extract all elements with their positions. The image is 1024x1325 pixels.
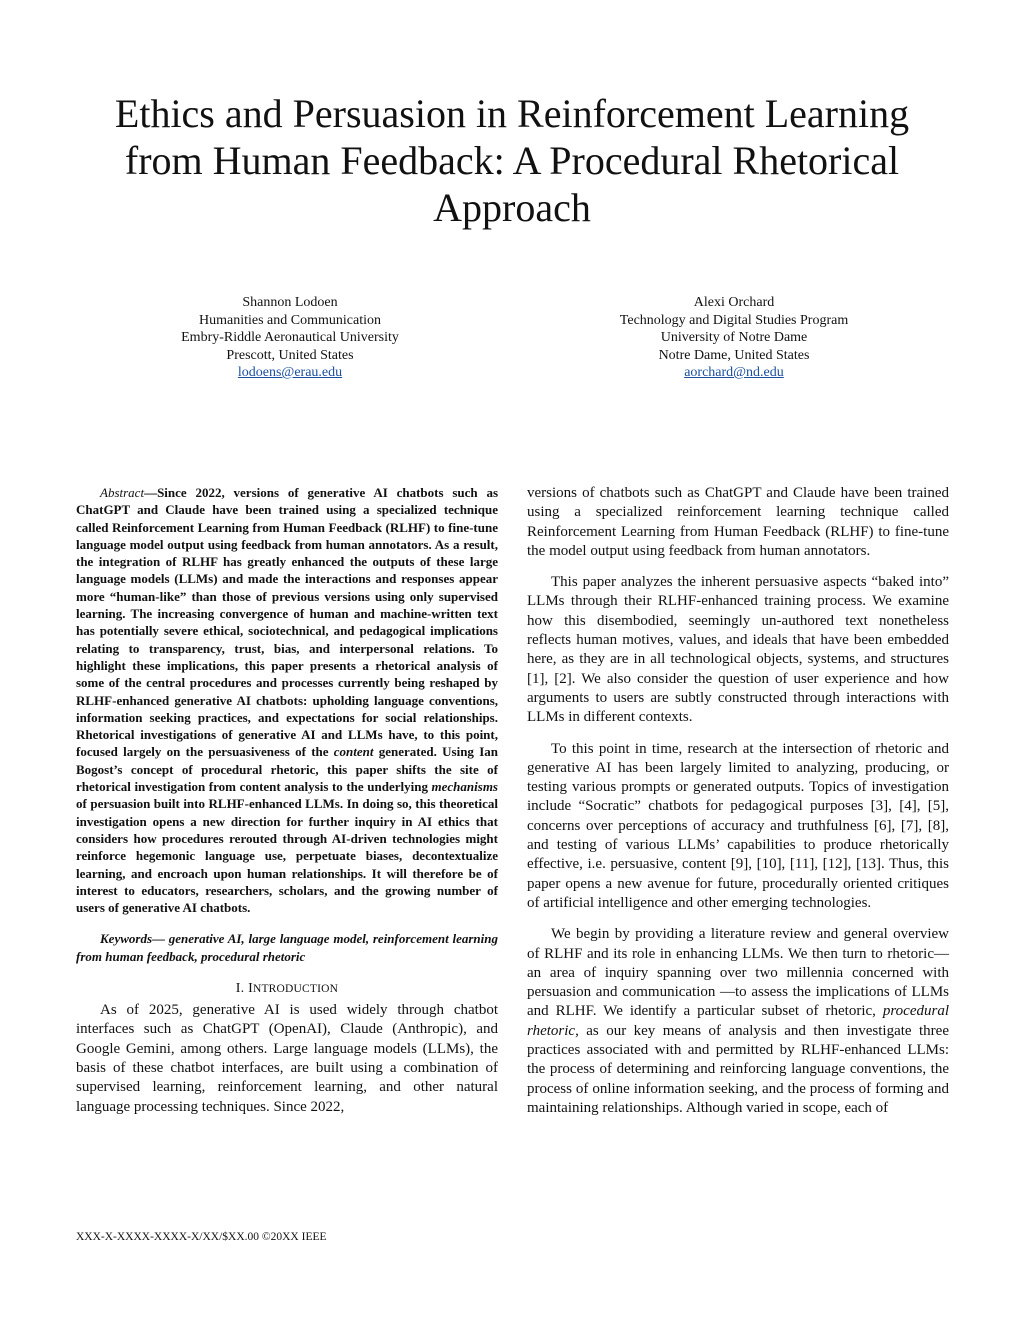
abstract-emphasis-mechanisms: mechanisms: [431, 779, 498, 795]
keywords: Keywords— generative AI, large language model, reinforcement learning from human feedback, procedural rhetoric: [76, 931, 498, 964]
author-email-link[interactable]: aorchard@nd.edu: [684, 365, 784, 380]
abstract-text-2: generated. Using Ian Bogost’s concept of procedural rhetoric, this paper shifts the site of rhetorical investigation from content analysis to the underlying: [76, 744, 498, 795]
copyright-footer: XXX-X-XXXX-XXXX-X/XX/$XX.00 ©20XX IEEE: [76, 1231, 327, 1243]
author-email-link[interactable]: lodoens@erau.edu: [237, 365, 343, 380]
body-paragraph-4-emphasis: procedural rhetoric: [527, 1003, 949, 1039]
author-organization: Embry-Riddle Aeronautical University: [181, 330, 399, 345]
section-heading-introduction: [76, 981, 498, 997]
author-department: Technology and Digital Studies Program: [619, 312, 849, 328]
author-name: Shannon Lodoen: [242, 295, 338, 310]
abstract: [76, 484, 498, 916]
title-line-3: Approach: [433, 185, 591, 230]
author-name: Alexi Orchard: [693, 295, 775, 310]
section-title-first-letter: I: [248, 981, 253, 997]
title-line-1: Ethics and Persuasion in Reinforcement Learning: [114, 91, 910, 136]
intro-paragraph-1: As of 2025, generative AI is used widely through chatbot interfaces such as ChatGPT (OpenAI), Claude (Anthropic), and Google Gemini, among others. Large language models (LLMs), the basis of these chatbot interfaces, are built using a combination of supervised learning, reinforcement learning, and other natural language processing techniques. Since 2022,: [76, 1002, 498, 1115]
title-line-2: from Human Feedback: A Procedural Rhetorical: [124, 138, 900, 183]
body-paragraph-4-text-a: We begin by providing a literature review and general overview of RLHF and its role in enhancing LLMs. We then turn to rhetoric—an area of inquiry spanning over two millennia concerned with persuasion and communication —to assess the implications of LLMs and RLHF. We identify a particular subset of rhetoric,: [527, 926, 949, 1020]
abstract-text-3: of persuasion built into RLHF-enhanced LLMs. In doing so, this theoretical investigation opens a new direction for further inquiry in AI ethics that considers how procedures rerouted through AI-driven technologies might reinforce hegemonic language use, perpetuate biases, decontextualize learning, and encroach upon human relationships. It will therefore be of interest to educators, researchers, scholars, and the growing number of users of generative AI chatbots.: [76, 796, 498, 916]
body-paragraph-3: To this point in time, research at the intersection of rhetoric and generative AI has been largely limited to analyzing, producing, or testing various prompts or generated outputs. Topics of investigation include “Socratic” chatbots for pedagogical purposes [3], [4], [5], concerns over perceptions of accuracy and truthfulness [6], [7], [8], and testing of various LLMs’ capabilities to produce rhetorically effective, i.e. persuasive, content [9], [10], [11], [12], [13]. Thus, this paper opens a new avenue for future, procedurally oriented critiques of artificial intelligence and other emerging technologies.: [527, 740, 949, 911]
body-paragraph-4: [527, 925, 949, 1118]
body-paragraph-continued: versions of chatbots such as ChatGPT and Claude have been trained using a specialized reinforcement learning technique called Reinforcement Learning from Human Feedback (RLHF) to fine-tune the model output using feedback from human annotators.: [527, 485, 949, 559]
body-paragraph-4-text-b: , as our key means of analysis and then investigate three practices associated with and permitted by RLHF-enhanced LLMs: the process of determining and reinforcing language conventions, the process of online information seeking, and the process of forming and maintaining relationships. Although varied in scope, each of: [527, 1022, 949, 1116]
abstract-text-1: —Since 2022, versions of generative AI chatbots such as ChatGPT and Claude have been trained using a specialized technique called Reinforcement Learning from Human Feedback (RLHF) to fine-tune language model output using feedback from human annotators. As a result, the integration of RLHF has greatly enhanced the outputs of these large language models (LLMs) and made the interactions and responses appear more “human-like” than those of previous versions using only supervised learning. The increasing convergence of human and machine-written text has potentially severe ethical, sociotechnical, and pedagogical implications relating to transparency, trust, bias, and interpersonal relations. To highlight these implications, this paper presents a rhetorical analysis of some of the central procedures and processes currently being reshaped by RLHF-enhanced generative AI chatbots: upholding language conventions, information seeking practices, and expectations for social relationships. Rhetorical investigations of generative AI and LLMs have, to this point, focused largely on the persuasiveness of the: [76, 485, 498, 760]
right-column: [527, 484, 949, 1130]
author-location: Prescott, United States: [226, 347, 354, 363]
author-organization: University of Notre Dame: [660, 330, 808, 345]
author-block-2: [569, 294, 899, 382]
abstract-emphasis-content: content: [333, 744, 374, 760]
author-location: Notre Dame, United States: [658, 347, 810, 363]
section-numeral: I.: [235, 981, 245, 997]
paper-title: [60, 90, 964, 231]
author-department: Humanities and Communication: [199, 312, 381, 328]
author-block-1: [125, 294, 455, 382]
left-column: [76, 484, 498, 1117]
body-paragraph-2: This paper analyzes the inherent persuasive aspects “baked into” LLMs through their RLHF-enhanced training process. We examine how this disembodied, seemingly un-authored text nonetheless reflects human motives, values, and ideals that have been embedded here, as they are in all technological objects, systems, and structures [1], [2]. We also consider the question of user experience and how arguments to users are subtly constructed through interactions with LLMs in different contexts.: [527, 574, 949, 726]
section-title-rest: NTRODUCTION: [252, 983, 339, 996]
abstract-lead: Abstract: [100, 485, 145, 500]
